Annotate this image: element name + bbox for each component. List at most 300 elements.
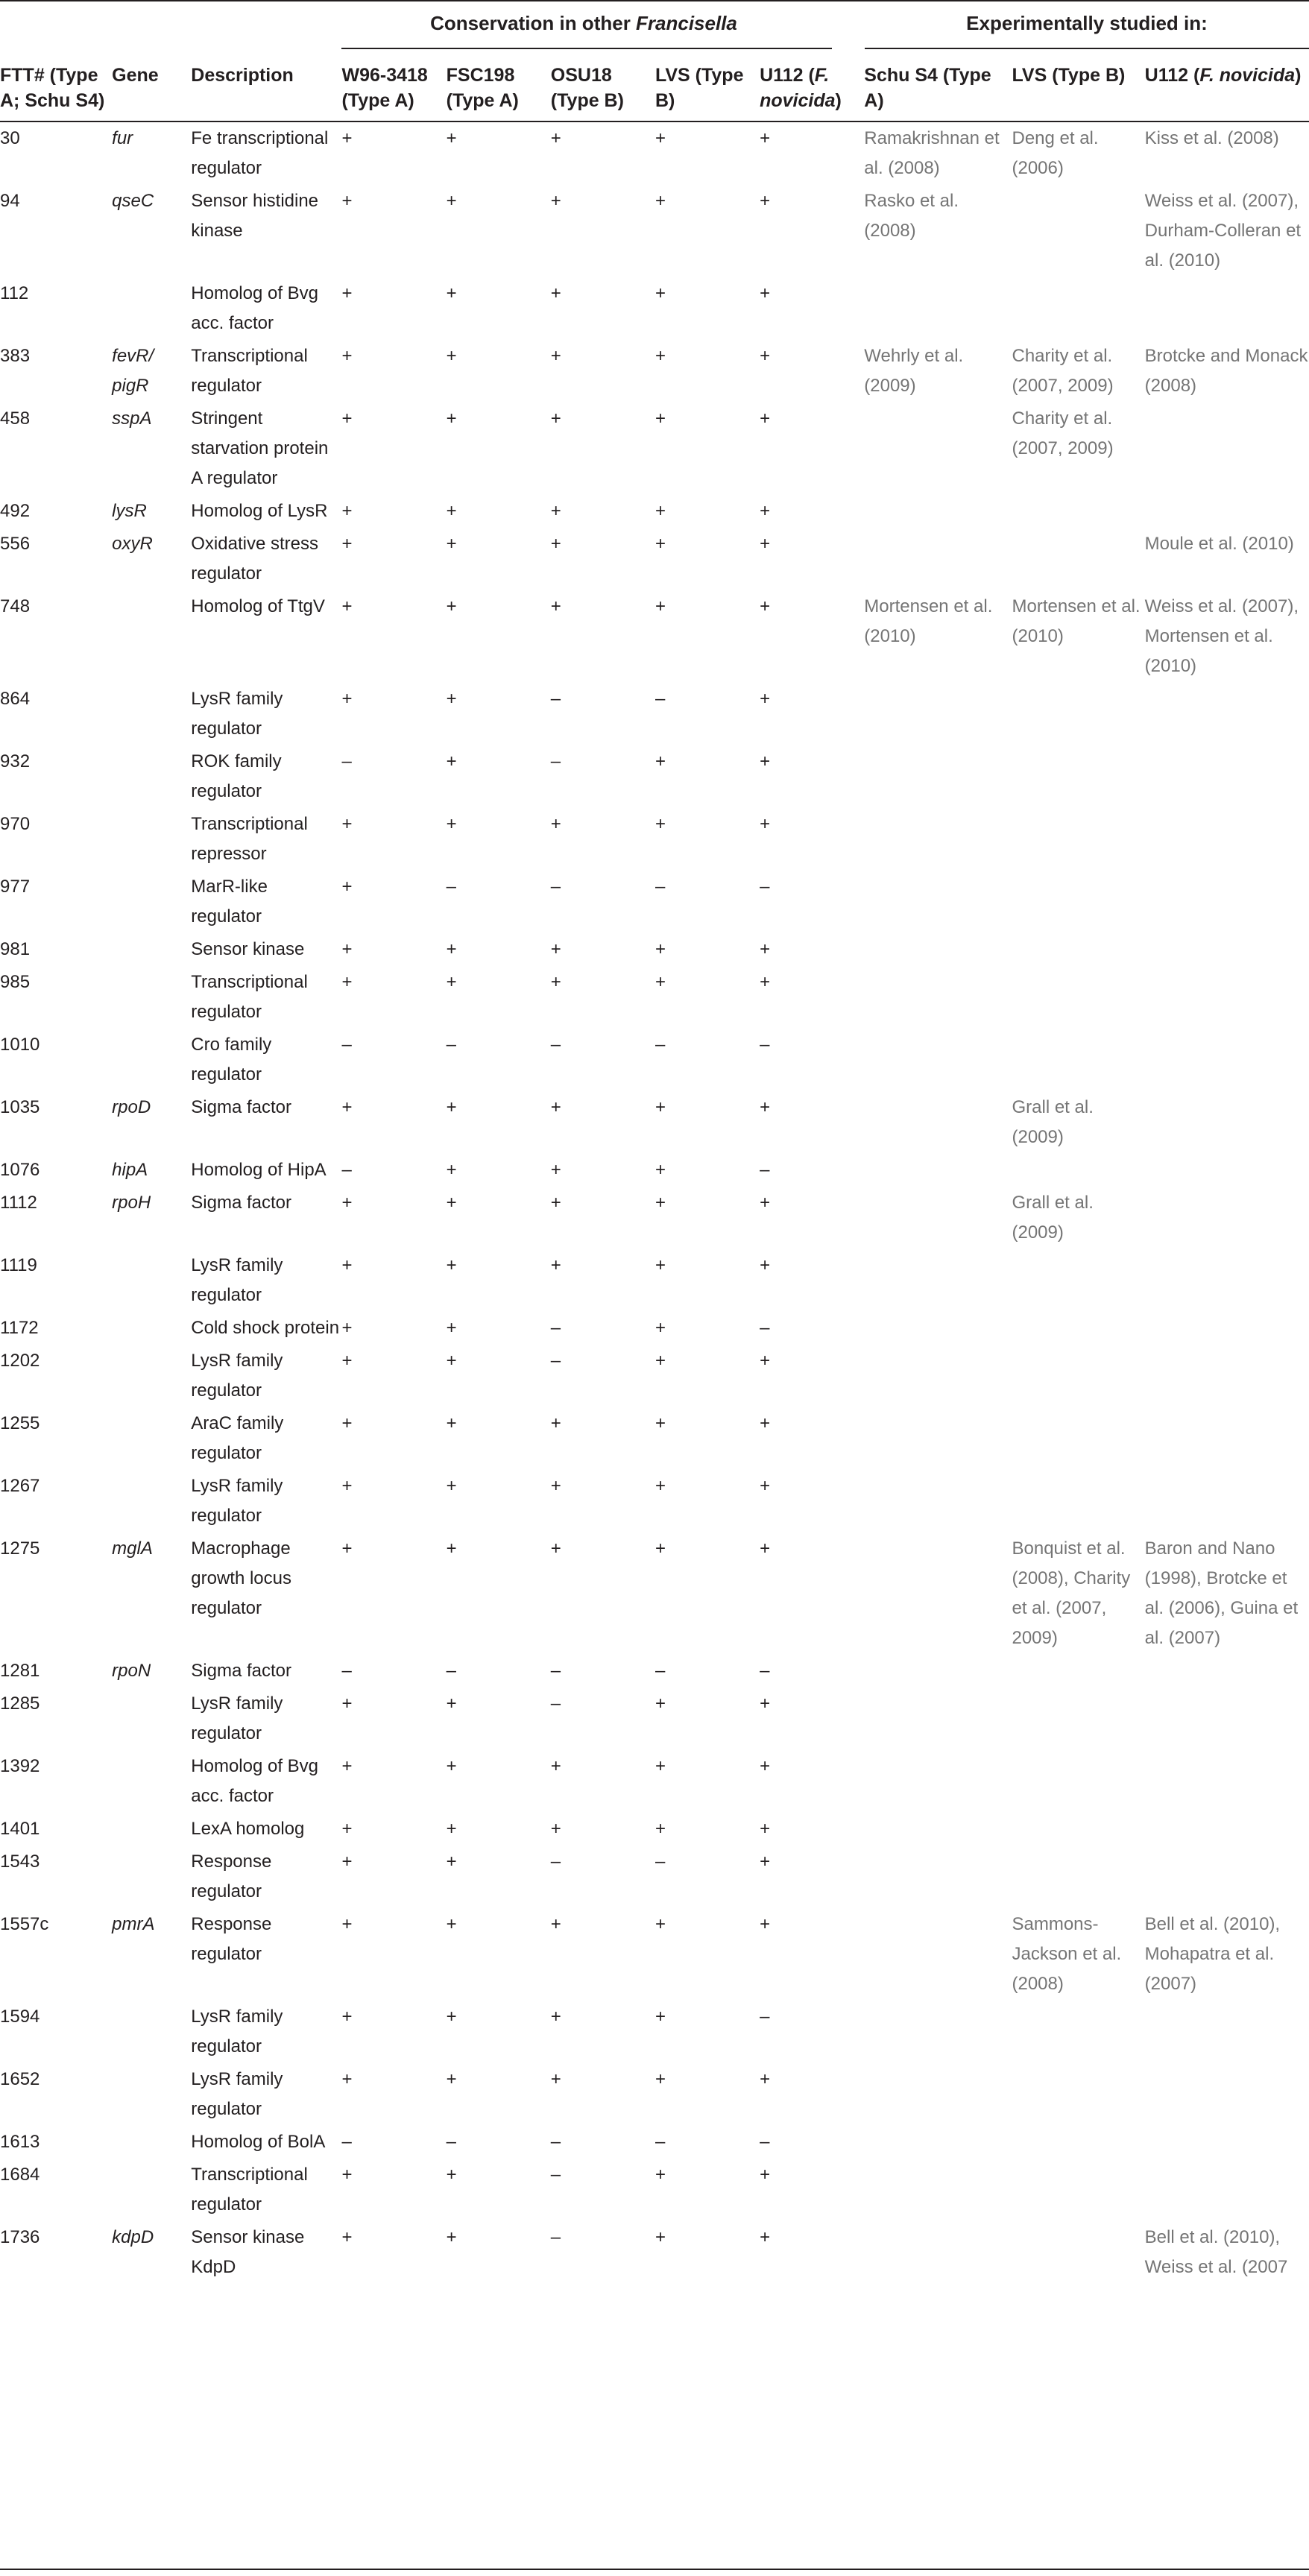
cell-conservation-lvs: + [654, 2165, 666, 2185]
cell-conservation-lvs: + [654, 1756, 666, 1776]
cell-ftt: 1275 [0, 1538, 40, 1559]
cell-gene [112, 590, 191, 683]
cell-conservation-osu18: + [550, 1413, 561, 1433]
cell-exp-schu [864, 1470, 1012, 1532]
cell-description: LexA homolog [191, 1819, 305, 1839]
cell-conservation-u112: + [760, 1097, 771, 1117]
cell-exp-u112 [1145, 1029, 1309, 1091]
cell-ftt: 556 [0, 534, 31, 554]
regulator-table [0, 57, 1309, 2284]
cell-exp-u112 [1145, 2063, 1309, 2126]
cell-ftt: 94 [0, 191, 20, 211]
col-header-ftt: FTT# (Type A; Schu S4) [0, 57, 112, 121]
cell-conservation-osu18: + [550, 1914, 561, 1934]
cell-conservation-osu18: + [550, 1756, 561, 1776]
cell-conservation-w96: + [341, 534, 353, 554]
cell-gene: qseC [112, 191, 154, 211]
cell-conservation-w96: + [341, 191, 353, 211]
cell-ftt: 1684 [0, 2165, 40, 2185]
cell-conservation-lvs: + [654, 939, 666, 959]
table-row [0, 745, 1309, 808]
cell-exp-schu [864, 2159, 1012, 2221]
cell-exp-u112: Bell et al. (2010), Mohapatra et al. (2007) [1144, 1914, 1281, 1994]
cell-conservation-fsc198: – [446, 1661, 456, 1681]
cell-conservation-w96: + [341, 1538, 353, 1559]
header-row [0, 57, 1309, 121]
cell-ftt: 1112 [0, 1193, 37, 1213]
cell-conservation-w96: + [341, 2165, 353, 2185]
cell-exp-u112 [1145, 933, 1309, 966]
cell-conservation-u112: + [760, 939, 771, 959]
group-headers [0, 0, 1309, 52]
cell-conservation-fsc198: + [446, 1756, 457, 1776]
cell-exp-u112 [1145, 683, 1309, 745]
cell-conservation-osu18: + [550, 1255, 561, 1275]
cell-conservation-fsc198: + [446, 1413, 457, 1433]
table-row [0, 1470, 1309, 1532]
cell-conservation-osu18: + [550, 1193, 561, 1213]
col-header-gene: Gene [112, 57, 191, 121]
cell-conservation-fsc198: + [446, 191, 457, 211]
cell-conservation-fsc198: + [446, 2165, 457, 2185]
table-row [0, 1312, 1309, 1345]
cell-conservation-u112: – [760, 1160, 770, 1180]
cell-description: Sigma factor [191, 1661, 291, 1681]
cell-exp-u112: Baron and Nano (1998), Brotcke et al. (2006), Guina et al. (2007) [1144, 1538, 1299, 1648]
cell-description: Homolog of LysR [191, 501, 328, 521]
cell-ftt: 492 [0, 501, 31, 521]
cell-conservation-lvs: + [654, 1413, 666, 1433]
cell-description: Homolog of TtgV [191, 596, 325, 616]
cell-exp-lvs: Mortensen et al. (2010) [1012, 596, 1141, 646]
cell-exp-schu: Rasko et al. (2008) [864, 191, 959, 241]
cell-conservation-lvs: – [654, 689, 666, 709]
cell-conservation-lvs: + [654, 751, 666, 771]
table-body [0, 121, 1309, 2284]
cell-conservation-osu18: – [550, 1852, 561, 1872]
cell-conservation-osu18: + [550, 972, 561, 992]
cell-exp-schu [864, 1407, 1012, 1470]
cell-exp-u112 [1145, 1312, 1309, 1345]
table-row [0, 1813, 1309, 1846]
cell-exp-schu [864, 1345, 1012, 1407]
cell-ftt: 1255 [0, 1413, 40, 1433]
cell-conservation-u112: + [760, 346, 771, 366]
experimental-group-title: Experimentally studied in: [966, 12, 1208, 34]
cell-exp-schu [864, 1249, 1012, 1312]
cell-exp-schu [864, 1029, 1012, 1091]
cell-gene: rpoN [112, 1661, 151, 1681]
cell-conservation-fsc198: – [446, 1035, 456, 1055]
cell-exp-lvs [1012, 495, 1144, 528]
cell-description: LysR family regulator [191, 1476, 283, 1526]
cell-conservation-lvs: – [654, 1035, 666, 1055]
cell-description: Response regulator [191, 1914, 272, 1964]
cell-description: Transcriptional repressor [191, 814, 308, 864]
cell-description: LysR family regulator [191, 2069, 283, 2119]
cell-exp-lvs [1012, 277, 1144, 340]
cell-ftt: 1736 [0, 2227, 40, 2247]
cell-exp-u112 [1145, 1655, 1309, 1688]
cell-exp-lvs: Bonquist et al. (2008), Charity et al. (2007, 2009) [1012, 1538, 1131, 1648]
table-row [0, 1154, 1309, 1187]
table-row [0, 871, 1309, 933]
col-header-u112 [760, 57, 864, 121]
cell-description: Homolog of BolA [191, 2132, 326, 2152]
cell-conservation-fsc198: + [446, 751, 457, 771]
cell-exp-u112: Kiss et al. (2008) [1144, 128, 1279, 148]
cell-conservation-w96: + [341, 501, 353, 521]
cell-conservation-w96: + [341, 814, 353, 834]
cell-exp-schu [864, 1187, 1012, 1249]
cell-description: Sigma factor [191, 1193, 291, 1213]
cell-gene [112, 1345, 191, 1407]
cell-conservation-u112: + [760, 596, 771, 616]
cell-ftt: 383 [0, 346, 31, 366]
cell-exp-lvs [1012, 1312, 1144, 1345]
cell-ftt: 1076 [0, 1160, 40, 1180]
cell-description: Cold shock protein [191, 1318, 340, 1338]
cell-conservation-osu18: + [550, 283, 561, 303]
cell-gene [112, 1846, 191, 1908]
cell-exp-schu [864, 933, 1012, 966]
cell-conservation-u112: + [760, 1413, 771, 1433]
cell-conservation-u112: – [760, 2007, 770, 2027]
col-header-exp-schu: Schu S4 (Type A) [864, 57, 1012, 121]
bottom-rule [0, 2569, 1309, 2570]
col-header-u112-species: F. novicida [760, 65, 836, 111]
cell-conservation-u112: + [760, 1819, 771, 1839]
cell-conservation-w96: + [341, 1255, 353, 1275]
cell-ftt: 1652 [0, 2069, 40, 2089]
cell-conservation-u112: + [760, 2165, 771, 2185]
cell-conservation-u112: + [760, 2069, 771, 2089]
cell-conservation-w96: + [341, 1914, 353, 1934]
cell-conservation-osu18: + [550, 1819, 561, 1839]
cell-conservation-u112: – [760, 1318, 770, 1338]
cell-conservation-w96: + [341, 877, 353, 897]
cell-conservation-w96: + [341, 2069, 353, 2089]
cell-gene: oxyR [112, 534, 153, 554]
cell-ftt: 1267 [0, 1476, 40, 1496]
col-header-exp-u112-species: F. novicida [1199, 65, 1296, 86]
cell-exp-u112 [1145, 1470, 1309, 1532]
col-header-exp-u112-suffix: ) [1295, 65, 1302, 86]
cell-ftt: 748 [0, 596, 31, 616]
cell-exp-lvs [1012, 2063, 1144, 2126]
cell-description: Transcriptional regulator [191, 972, 308, 1022]
cell-conservation-lvs: + [654, 1819, 666, 1839]
table-row [0, 185, 1309, 277]
cell-conservation-w96: + [341, 1476, 353, 1496]
cell-exp-lvs [1012, 1029, 1144, 1091]
col-header-exp-lvs: LVS (Type B) [1012, 57, 1144, 121]
cell-conservation-lvs: + [654, 1318, 666, 1338]
cell-gene [112, 808, 191, 871]
cell-exp-lvs [1012, 2126, 1144, 2159]
cell-ftt: 1613 [0, 2132, 40, 2152]
col-header-exp-u112-prefix: U112 ( [1144, 65, 1200, 86]
cell-conservation-lvs: – [654, 877, 666, 897]
col-header-u112-prefix: U112 ( [760, 65, 815, 86]
cell-conservation-u112: – [760, 1035, 770, 1055]
cell-conservation-fsc198: + [446, 972, 457, 992]
cell-exp-lvs [1012, 528, 1144, 590]
cell-exp-u112: Moule et al. (2010) [1144, 534, 1294, 554]
cell-conservation-u112: + [760, 1476, 771, 1496]
cell-exp-schu [864, 1908, 1012, 2001]
cell-conservation-fsc198: + [446, 1914, 457, 1934]
table-row [0, 2159, 1309, 2221]
cell-conservation-lvs: + [654, 596, 666, 616]
cell-exp-lvs [1012, 1846, 1144, 1908]
cell-conservation-fsc198: + [446, 939, 457, 959]
cell-gene: rpoH [112, 1193, 151, 1213]
conservation-group-title [341, 12, 826, 35]
cell-ftt: 977 [0, 877, 31, 897]
cell-gene [112, 683, 191, 745]
cell-conservation-w96: + [341, 689, 353, 709]
cell-conservation-u112: + [760, 972, 771, 992]
table-row [0, 2001, 1309, 2063]
cell-gene: rpoD [112, 1097, 151, 1117]
cell-conservation-osu18: + [550, 501, 561, 521]
cell-conservation-lvs: + [654, 1914, 666, 1934]
cell-gene [112, 2063, 191, 2126]
cell-conservation-u112: + [760, 689, 771, 709]
cell-exp-schu [864, 1532, 1012, 1655]
cell-gene [112, 871, 191, 933]
cell-ftt: 1285 [0, 1693, 40, 1714]
cell-ftt: 1392 [0, 1756, 40, 1776]
cell-gene: pmrA [112, 1914, 155, 1934]
cell-exp-u112 [1145, 2126, 1309, 2159]
cell-exp-schu [864, 808, 1012, 871]
table-row [0, 1688, 1309, 1750]
cell-ftt: 1172 [0, 1318, 39, 1338]
cell-description: Homolog of Bvg acc. factor [191, 1756, 319, 1806]
conservation-genus: Francisella [636, 12, 737, 34]
cell-conservation-osu18: – [550, 2227, 561, 2247]
cell-ftt: 1401 [0, 1819, 40, 1839]
cell-exp-schu [864, 1154, 1012, 1187]
cell-conservation-osu18: + [550, 191, 561, 211]
table-row [0, 1908, 1309, 2001]
cell-conservation-w96: + [341, 1852, 353, 1872]
cell-conservation-osu18: – [550, 2132, 561, 2152]
cell-description: Sensor histidine kinase [191, 191, 319, 241]
cell-ftt: 1010 [0, 1035, 40, 1055]
cell-conservation-u112: + [760, 1756, 771, 1776]
cell-conservation-osu18: + [550, 2007, 561, 2027]
cell-description: Macrophage growth locus regulator [191, 1538, 291, 1618]
cell-description: LysR family regulator [191, 689, 283, 739]
cell-gene: mglA [112, 1538, 153, 1559]
cell-conservation-u112: + [760, 501, 771, 521]
cell-conservation-osu18: + [550, 128, 561, 148]
cell-description: ROK family regulator [191, 751, 282, 801]
cell-conservation-lvs: + [654, 1351, 666, 1371]
table-row [0, 1029, 1309, 1091]
cell-exp-schu [864, 528, 1012, 590]
cell-conservation-osu18: – [550, 751, 561, 771]
conservation-group-rule [341, 48, 832, 49]
cell-conservation-fsc198: + [446, 596, 457, 616]
cell-description: Fe transcriptional regulator [191, 128, 329, 178]
cell-description: LysR family regulator [191, 1693, 283, 1743]
cell-exp-schu [864, 1846, 1012, 1908]
table-row [0, 1407, 1309, 1470]
cell-exp-u112 [1145, 1249, 1309, 1312]
cell-conservation-fsc198: + [446, 1097, 457, 1117]
cell-conservation-osu18: – [550, 1035, 561, 1055]
cell-conservation-lvs: + [654, 2069, 666, 2089]
cell-exp-schu [864, 2001, 1012, 2063]
cell-ftt: 112 [0, 283, 29, 303]
cell-ftt: 864 [0, 689, 31, 709]
cell-exp-schu [864, 1688, 1012, 1750]
cell-description: LysR family regulator [191, 1351, 283, 1401]
cell-exp-lvs [1012, 745, 1144, 808]
cell-ftt: 1543 [0, 1852, 40, 1872]
cell-exp-u112 [1145, 402, 1309, 495]
cell-exp-schu [864, 2063, 1012, 2126]
cell-exp-u112: Weiss et al. (2007), Durham-Colleran et al. (2010) [1144, 191, 1302, 271]
cell-conservation-fsc198: + [446, 1538, 457, 1559]
cell-exp-lvs [1012, 2221, 1144, 2284]
cell-conservation-osu18: – [550, 1693, 561, 1714]
cell-conservation-osu18: + [550, 1097, 561, 1117]
cell-conservation-u112: + [760, 1914, 771, 1934]
cell-conservation-w96: + [341, 596, 353, 616]
cell-gene [112, 1312, 191, 1345]
cell-conservation-w96: – [341, 751, 352, 771]
experimental-group-rule [865, 48, 1309, 49]
cell-exp-lvs: Deng et al. (2006) [1012, 128, 1099, 178]
cell-exp-lvs: Grall et al. (2009) [1012, 1193, 1094, 1243]
cell-exp-u112 [1145, 1813, 1309, 1846]
cell-ftt: 985 [0, 972, 31, 992]
cell-exp-lvs [1012, 966, 1144, 1029]
table-row [0, 966, 1309, 1029]
cell-exp-schu [864, 402, 1012, 495]
cell-exp-lvs: Charity et al. (2007, 2009) [1012, 346, 1114, 396]
cell-conservation-lvs: – [654, 1852, 666, 1872]
cell-exp-schu: Wehrly et al. (2009) [864, 346, 964, 396]
cell-description: Sigma factor [191, 1097, 291, 1117]
cell-description: Response regulator [191, 1852, 272, 1901]
cell-conservation-w96: + [341, 1819, 353, 1839]
cell-gene: lysR [112, 501, 147, 521]
cell-conservation-lvs: – [654, 1661, 666, 1681]
cell-conservation-u112: + [760, 751, 771, 771]
cell-conservation-fsc198: + [446, 1193, 457, 1213]
cell-description: Homolog of Bvg acc. factor [191, 283, 319, 333]
cell-exp-lvs: Sammons-Jackson et al. (2008) [1012, 1914, 1122, 1994]
cell-exp-schu [864, 1813, 1012, 1846]
cell-conservation-u112: + [760, 1193, 771, 1213]
cell-exp-u112 [1145, 2159, 1309, 2221]
cell-conservation-fsc198: + [446, 501, 457, 521]
col-header-w96: W96-3418 (Type A) [341, 57, 446, 121]
cell-conservation-u112: + [760, 408, 771, 429]
col-header-description: Description [191, 57, 341, 121]
table-row [0, 2221, 1309, 2284]
cell-conservation-fsc198: – [446, 2132, 456, 2152]
cell-conservation-lvs: + [654, 1538, 666, 1559]
cell-gene: sspA [112, 408, 152, 429]
cell-conservation-lvs: + [654, 1097, 666, 1117]
cell-conservation-lvs: + [654, 1693, 666, 1714]
cell-description: Sensor kinase KdpD [191, 2227, 305, 2277]
cell-conservation-w96: + [341, 408, 353, 429]
cell-conservation-u112: – [760, 1661, 770, 1681]
cell-conservation-osu18: – [550, 2165, 561, 2185]
table-row [0, 1750, 1309, 1813]
cell-conservation-w96: + [341, 939, 353, 959]
cell-exp-lvs [1012, 683, 1144, 745]
cell-conservation-fsc198: + [446, 1476, 457, 1496]
cell-gene: hipA [112, 1160, 148, 1180]
cell-exp-u112 [1145, 1688, 1309, 1750]
cell-exp-lvs [1012, 185, 1144, 277]
cell-conservation-lvs: + [654, 346, 666, 366]
table-row [0, 1187, 1309, 1249]
cell-conservation-lvs: + [654, 1193, 666, 1213]
cell-ftt: 1594 [0, 2007, 40, 2027]
cell-conservation-u112: + [760, 534, 771, 554]
cell-conservation-osu18: + [550, 939, 561, 959]
table-row [0, 402, 1309, 495]
cell-exp-lvs [1012, 1407, 1144, 1470]
cell-exp-lvs [1012, 1249, 1144, 1312]
cell-conservation-w96: + [341, 1756, 353, 1776]
col-header-osu18: OSU18 (Type B) [551, 57, 655, 121]
cell-conservation-w96: + [341, 128, 353, 148]
cell-conservation-fsc198: + [446, 1819, 457, 1839]
cell-ftt: 932 [0, 751, 31, 771]
cell-description: AraC family regulator [191, 1413, 284, 1463]
table-row [0, 808, 1309, 871]
cell-conservation-w96: – [341, 1160, 352, 1180]
cell-conservation-osu18: – [550, 877, 561, 897]
cell-conservation-w96: + [341, 1413, 353, 1433]
cell-description: Transcriptional regulator [191, 346, 308, 396]
cell-exp-u112 [1145, 1187, 1309, 1249]
cell-exp-schu: Mortensen et al. (2010) [864, 596, 993, 646]
cell-exp-u112 [1145, 966, 1309, 1029]
cell-exp-schu [864, 2126, 1012, 2159]
cell-gene [112, 966, 191, 1029]
table-header [0, 57, 1309, 121]
cell-conservation-fsc198: + [446, 1693, 457, 1714]
cell-gene [112, 1470, 191, 1532]
cell-gene [112, 277, 191, 340]
cell-gene [112, 745, 191, 808]
cell-conservation-lvs: + [654, 2007, 666, 2027]
cell-conservation-lvs: + [654, 408, 666, 429]
cell-gene [112, 1407, 191, 1470]
cell-conservation-w96: + [341, 1193, 353, 1213]
cell-exp-u112 [1145, 2001, 1309, 2063]
cell-exp-u112 [1145, 871, 1309, 933]
cell-exp-u112 [1145, 745, 1309, 808]
cell-conservation-w96: – [341, 1661, 352, 1681]
cell-conservation-fsc198: + [446, 1318, 457, 1338]
cell-conservation-osu18: – [550, 1661, 561, 1681]
table-row [0, 1655, 1309, 1688]
cell-conservation-osu18: – [550, 1351, 561, 1371]
